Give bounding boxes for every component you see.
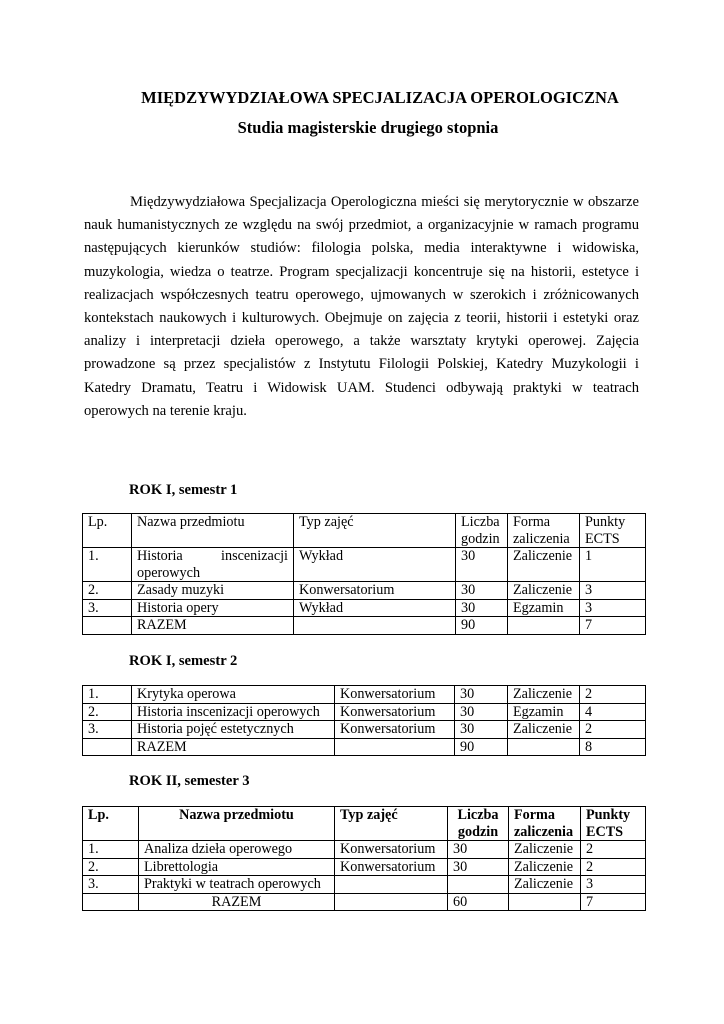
cell-hours: 30 [448, 841, 509, 859]
cell-form: Zaliczenie [509, 858, 581, 876]
header-cell: Typ zajęć [294, 514, 456, 548]
cell-ects: 2 [580, 686, 646, 704]
document-subtitle: Studia magisterskie drugiego stopnia [237, 118, 499, 137]
cell-lp: 2. [83, 582, 132, 600]
cell-ects: 8 [580, 738, 646, 756]
table-row [83, 876, 646, 894]
cell-hours [448, 876, 509, 894]
cell-subject: Librettologia [139, 858, 335, 876]
header-cell: Punkty ECTS [580, 514, 646, 548]
cell-type: Wykład [294, 548, 456, 582]
intro-paragraph [84, 191, 639, 423]
table-row [83, 841, 646, 859]
header-cell: Nazwa przedmiotu [132, 514, 294, 548]
cell-ects: 2 [580, 721, 646, 739]
cell-ects: 3 [580, 582, 646, 600]
table-row [83, 858, 646, 876]
cell-subject: RAZEM [139, 893, 335, 911]
cell-lp: 3. [83, 876, 139, 894]
header-cell: Punkty ECTS [581, 807, 646, 841]
cell-type: Konwersatorium [335, 858, 448, 876]
section-heading-year1-sem2: ROK I, semestr 2 [129, 653, 238, 669]
cell-type [294, 617, 456, 635]
table-row [83, 582, 646, 600]
cell-subject: Krytyka operowa [132, 686, 335, 704]
cell-hours: 30 [456, 582, 508, 600]
table-total-row [83, 893, 646, 911]
table-row [83, 599, 646, 617]
section-heading-year2-sem3: ROK II, semester 3 [129, 773, 250, 789]
cell-hours: 30 [448, 858, 509, 876]
cell-form: Zaliczenie [508, 721, 580, 739]
cell-form [508, 617, 580, 635]
cell-subject: RAZEM [132, 738, 335, 756]
cell-ects: 3 [581, 876, 646, 894]
cell-lp [83, 738, 132, 756]
header-cell: Liczba godzin [448, 807, 509, 841]
cell-form: Zaliczenie [509, 876, 581, 894]
header-cell: Lp. [83, 807, 139, 841]
cell-type: Konwersatorium [294, 582, 456, 600]
cell-ects: 7 [581, 893, 646, 911]
cell-subject: Historia pojęć estetycznych [132, 721, 335, 739]
table-row [83, 548, 646, 582]
table-header-row [83, 514, 646, 548]
header-cell: Nazwa przedmiotu [139, 807, 335, 841]
cell-lp [83, 893, 139, 911]
cell-type [335, 876, 448, 894]
cell-form [508, 738, 580, 756]
cell-ects: 2 [581, 858, 646, 876]
cell-type: Wykład [294, 599, 456, 617]
table-row [83, 703, 646, 721]
table-total-row [83, 617, 646, 635]
cell-subject: Historia inscenizacji operowych [132, 548, 294, 582]
cell-hours: 30 [455, 703, 508, 721]
cell-lp: 2. [83, 858, 139, 876]
cell-type: Konwersatorium [335, 703, 455, 721]
table-row [83, 686, 646, 704]
cell-form: Zaliczenie [508, 582, 580, 600]
cell-subject: Praktyki w teatrach operowych [139, 876, 335, 894]
section-heading-year1-sem1: ROK I, semestr 1 [129, 482, 238, 498]
cell-type [335, 738, 455, 756]
cell-subject: Historia inscenizacji operowych [132, 703, 335, 721]
cell-ects: 3 [580, 599, 646, 617]
cell-hours: 90 [456, 617, 508, 635]
cell-subject: Zasady muzyki [132, 582, 294, 600]
cell-type [335, 893, 448, 911]
cell-ects: 2 [581, 841, 646, 859]
cell-hours: 90 [455, 738, 508, 756]
cell-hours: 60 [448, 893, 509, 911]
cell-lp: 1. [83, 686, 132, 704]
header-cell: Lp. [83, 514, 132, 548]
table-year1-sem1 [82, 513, 646, 635]
cell-lp: 1. [83, 548, 132, 582]
cell-type: Konwersatorium [335, 686, 455, 704]
cell-form: Egzamin [508, 703, 580, 721]
header-cell: Typ zajęć [335, 807, 448, 841]
cell-hours: 30 [456, 548, 508, 582]
cell-form [509, 893, 581, 911]
cell-type: Konwersatorium [335, 841, 448, 859]
table-header-row [83, 807, 646, 841]
cell-lp: 3. [83, 599, 132, 617]
cell-hours: 30 [456, 599, 508, 617]
cell-subject: Historia opery [132, 599, 294, 617]
header-cell: Forma zaliczenia [509, 807, 581, 841]
cell-lp: 1. [83, 841, 139, 859]
header-cell: Forma zaliczenia [508, 514, 580, 548]
table-year1-sem2 [82, 685, 646, 756]
cell-type: Konwersatorium [335, 721, 455, 739]
document-title: MIĘDZYWYDZIAŁOWA SPECJALIZACJA OPEROLOGICZNA [141, 88, 619, 107]
table-year2-sem3 [82, 806, 646, 911]
cell-subject: Analiza dzieła operowego [139, 841, 335, 859]
cell-form: Zaliczenie [508, 686, 580, 704]
cell-subject: RAZEM [132, 617, 294, 635]
table-total-row [83, 738, 646, 756]
intro-text: Międzywydziałowa Specjalizacja Operologiczna mieści się merytorycznie w obszarze nauk humanistycznych ze względu na swój przedmiot, a organizacyjnie w ramach programu następujących kierunków studiów: filologia polska, media interaktywne i widowiska, muzykologia, wiedza o teatrze. Program specjalizacji koncentruje się na historii, estetyce i realizacjach współczesnych teatru operowego, ujmowanych w szerokich i zróżnicowanych kontekstach naukowych i kulturowych. Obejmuje on zajęcia z teorii, historii i estetyki oraz analizy i interpretacji dzieła operowego, a także warsztaty krytyki operowej. Zajęcia prowadzone są przez specjalistów z Instytutu Filologii Polskiej, Katedry Muzykologii i Katedry Dramatu, Teatru i Widowisk UAM. Studenci odbywają praktyki w teatrach operowych na terenie kraju. [84, 194, 639, 419]
cell-form: Zaliczenie [509, 841, 581, 859]
cell-form: Zaliczenie [508, 548, 580, 582]
cell-lp [83, 617, 132, 635]
cell-ects: 4 [580, 703, 646, 721]
cell-hours: 30 [455, 721, 508, 739]
cell-ects: 1 [580, 548, 646, 582]
table-row [83, 721, 646, 739]
header-cell: Liczba godzin [456, 514, 508, 548]
cell-lp: 2. [83, 703, 132, 721]
cell-form: Egzamin [508, 599, 580, 617]
cell-lp: 3. [83, 721, 132, 739]
cell-ects: 7 [580, 617, 646, 635]
cell-hours: 30 [455, 686, 508, 704]
